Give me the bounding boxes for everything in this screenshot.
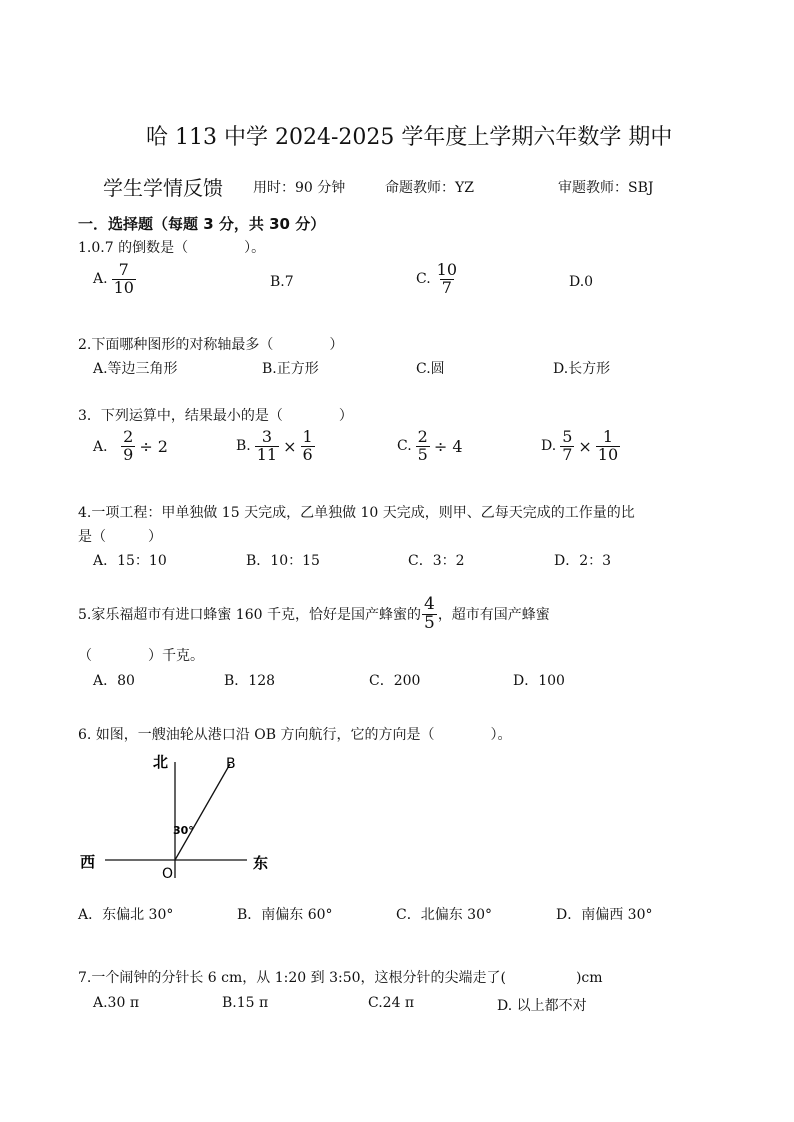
q3-option-b	[236, 429, 316, 464]
q3-d-fraction-2	[596, 429, 620, 464]
q2-option-c: C.圆	[416, 361, 445, 377]
q4-option-b: B．10：15	[246, 553, 320, 569]
q5-frac-den: 5	[423, 612, 435, 633]
q5-stem-pre: 5.家乐福超市有进口蜂蜜 160 千克，恰好是国产蜂蜜的	[78, 607, 421, 624]
q1-a-label: A.	[93, 271, 108, 288]
q3-d-num1: 5	[562, 427, 573, 446]
q5-frac-num: 4	[423, 594, 435, 614]
q3-b-den1: 11	[256, 444, 278, 464]
q3-a-den: 9	[123, 444, 134, 464]
q3-d-den2: 10	[597, 444, 619, 464]
q3-option-c	[397, 429, 463, 464]
q4-option-c: C．3：2	[408, 553, 465, 569]
q6-option-d: D．南偏西 30°	[556, 907, 653, 923]
q6-direction-figure	[70, 748, 300, 888]
q2-option-d: D.长方形	[553, 361, 611, 377]
q3-d-op: ×	[578, 436, 592, 456]
q6-option-c: C．北偏东 30°	[396, 907, 492, 923]
q3-option-d	[541, 429, 621, 464]
q5-fraction	[422, 596, 437, 633]
q6-option-a: A．东偏北 30°	[78, 907, 174, 923]
north-label: 北	[152, 753, 168, 771]
q5-option-b: B．128	[224, 673, 276, 689]
q4-option-d: D．2：3	[554, 553, 612, 569]
angle-label: 30°	[173, 824, 194, 837]
q3-c-op: ÷ 4	[433, 436, 463, 456]
q3-b-label: B.	[236, 438, 251, 455]
q1-stem: 1.0.7 的倒数是（ ）。	[78, 240, 266, 256]
q1-option-a	[93, 262, 137, 297]
exam-author: 命题教师：YZ	[385, 180, 474, 196]
q1-a-fraction	[112, 262, 136, 297]
q1-a-num: 7	[118, 260, 129, 279]
east-label: 东	[253, 854, 269, 872]
q5-stem-post: ，超市有国产蜂蜜	[437, 607, 550, 624]
q2-option-b: B.正方形	[262, 361, 319, 377]
q3-a-num: 2	[123, 427, 134, 446]
q3-d-label: D.	[541, 438, 557, 455]
q3-d-fraction-1	[560, 429, 574, 464]
q7-option-a: A.30 π	[93, 995, 140, 1011]
q3-b-num1: 3	[261, 427, 273, 446]
q3-b-fraction-1	[255, 429, 279, 464]
section-heading: 一．选择题（每题 3 分，共 30 分）	[78, 215, 326, 233]
ob-ray-line	[175, 764, 230, 860]
q1-c-fraction	[435, 262, 459, 297]
q3-c-den: 5	[417, 444, 428, 464]
q7-option-d: D. 以上都不对	[497, 998, 587, 1014]
q6-stem: 6. 如图，一艘油轮从港口沿 OB 方向航行，它的方向是（ ）。	[78, 727, 512, 743]
q3-option-a	[93, 429, 168, 464]
q3-b-fraction-2	[301, 429, 315, 464]
q1-c-label: C.	[416, 271, 431, 288]
q5-stem-line2: （ ）千克。	[78, 648, 204, 664]
point-b-label: B	[226, 756, 236, 772]
q5-option-d: D．100	[513, 673, 565, 689]
exam-time: 用时：90 分钟	[253, 180, 346, 196]
q2-stem: 2.下面哪种图形的对称轴最多（ ）	[78, 337, 344, 353]
q5-stem-line1	[78, 596, 550, 633]
q4-stem-line1: 4.一项工程：甲单独做 15 天完成，乙单独做 10 天完成，则甲、乙每天完成的工作量的比	[78, 505, 635, 521]
q3-a-op: ÷ 2	[139, 436, 168, 456]
q7-option-b: B.15 π	[222, 995, 269, 1011]
exam-reviewer: 审题教师：SBJ	[558, 180, 654, 196]
q5-option-c: C．200	[369, 673, 421, 689]
exam-title: 哈 113 中学 2024-2025 学年度上学期六年数学 期中	[146, 125, 673, 150]
q3-c-num: 2	[417, 427, 428, 446]
west-label: 西	[80, 853, 96, 871]
q1-a-den: 10	[113, 277, 134, 297]
q3-c-fraction	[416, 429, 430, 464]
q3-a-fraction	[121, 429, 135, 464]
q1-c-den: 7	[441, 277, 452, 297]
q3-d-den1: 7	[562, 444, 573, 464]
q1-c-num: 10	[436, 260, 458, 279]
q4-option-a: A．15：10	[93, 553, 167, 569]
q3-d-num2: 1	[602, 427, 614, 446]
q3-b-num2: 1	[302, 427, 313, 446]
q3-stem: 3．下列运算中，结果最小的是（ ）	[78, 408, 353, 424]
q6-option-b: B．南偏东 60°	[237, 907, 333, 923]
q1-option-d: D.0	[569, 274, 594, 290]
q4-stem-line2: 是（ ）	[78, 529, 162, 545]
q7-stem: 7.一个闹钟的分针长 6 cm，从 1:20 到 3:50，这根分针的尖端走了( )cm	[78, 970, 603, 986]
origin-o-label: O	[162, 866, 174, 882]
exam-subtitle: 学生学情反馈	[103, 176, 223, 200]
q3-c-label: C.	[397, 438, 412, 455]
q1-option-b: B.7	[270, 274, 294, 290]
q5-option-a: A．80	[93, 673, 135, 689]
q1-option-c	[416, 262, 460, 297]
q2-option-a: A.等边三角形	[93, 361, 178, 377]
q3-a-label: A．	[93, 439, 118, 456]
q7-option-c: C.24 π	[368, 995, 415, 1011]
q3-b-op: ×	[283, 436, 297, 456]
q3-b-den2: 6	[302, 444, 313, 464]
